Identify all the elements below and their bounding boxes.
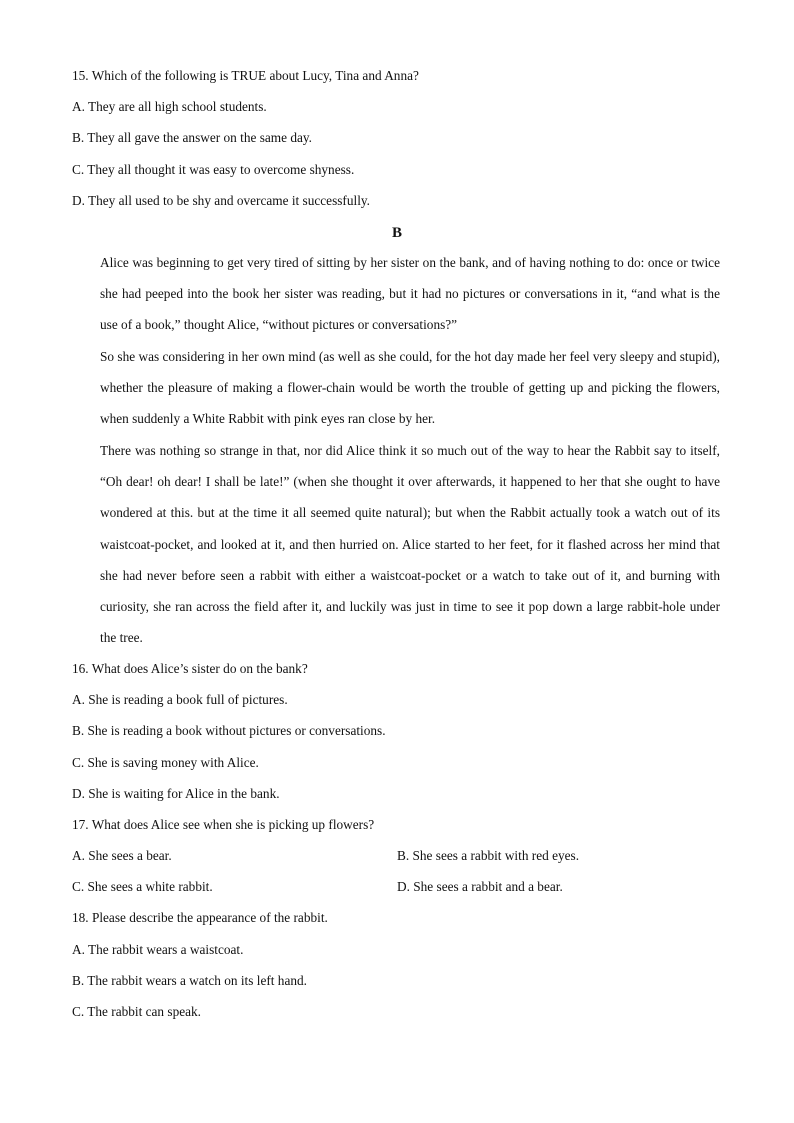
q15-option-a: A. They are all high school students. bbox=[72, 99, 267, 114]
q15-option-c: C. They all thought it was easy to overcome shyness. bbox=[72, 162, 355, 177]
question-18: 18. Please describe the appearance of the rabbit. bbox=[72, 910, 328, 925]
question-17: 17. What does Alice see when she is picking up flowers? bbox=[72, 817, 375, 832]
q16-option-c: C. She is saving money with Alice. bbox=[72, 755, 259, 770]
passage-paragraph-3 bbox=[72, 435, 720, 653]
passage-paragraph-1 bbox=[72, 247, 720, 341]
q17-option-a: A. She sees a bear. bbox=[72, 848, 172, 863]
q16-option-b: B. She is reading a book without pictures or conversations. bbox=[72, 723, 386, 738]
q18-option-a: A. The rabbit wears a waistcoat. bbox=[72, 942, 244, 957]
q18-option-b: B. The rabbit wears a watch on its left hand. bbox=[72, 973, 307, 988]
passage-paragraph-3-text: There was nothing so strange in that, nor did Alice think it so much out of the way to hear the Rabbit say to itself, “Oh dear! oh dear! I shall be late!” (when she thought it over afterwards, it happened to her that she ought to have wondered at this. but at the time it all seemed quite natural); but when the Rabbit actually took a watch out of its waistcoat-pocket, and looked at it, and then hurried on. Alice started to her feet, for it flashed across her mind that she had never before seen a rabbit with either a waistcoat-pocket or a watch to take out of it, and burning with curiosity, she ran across the field after it, and luckily was just in time to see it pop down a large rabbit-hole under the tree. bbox=[100, 443, 720, 646]
section-heading: B bbox=[391, 225, 402, 241]
q18-option-c: C. The rabbit can speak. bbox=[72, 1004, 201, 1019]
passage-paragraph-1-text: Alice was beginning to get very tired of sitting by her sister on the bank, and of having nothing to do: once or twice she had peeped into the book her sister was reading, but it had no pictures or conversations in it, “and what is the use of a book,” thought Alice, “without pictures or conversations?” bbox=[100, 255, 720, 333]
q16-option-a: A. She is reading a book full of pictures. bbox=[72, 692, 288, 707]
passage-paragraph-2-text: So she was considering in her own mind (as well as she could, for the hot day made her feel very sleepy and stupid), whether the pleasure of making a flower-chain would be worth the trouble of getting up and picking the flowers, when suddenly a White Rabbit with pink eyes ran close by her. bbox=[100, 349, 720, 427]
question-15: 15. Which of the following is TRUE about Lucy, Tina and Anna? bbox=[72, 68, 419, 83]
q17-option-d: D. She sees a rabbit and a bear. bbox=[397, 879, 563, 894]
q15-option-d: D. They all used to be shy and overcame it successfully. bbox=[72, 193, 370, 208]
q17-option-c: C. She sees a white rabbit. bbox=[72, 879, 213, 894]
question-16: 16. What does Alice’s sister do on the bank? bbox=[72, 661, 308, 676]
q15-option-b: B. They all gave the answer on the same day. bbox=[72, 130, 313, 145]
passage-paragraph-2 bbox=[72, 341, 720, 435]
q17-option-b: B. She sees a rabbit with red eyes. bbox=[397, 848, 580, 863]
q16-option-d: D. She is waiting for Alice in the bank. bbox=[72, 786, 280, 801]
